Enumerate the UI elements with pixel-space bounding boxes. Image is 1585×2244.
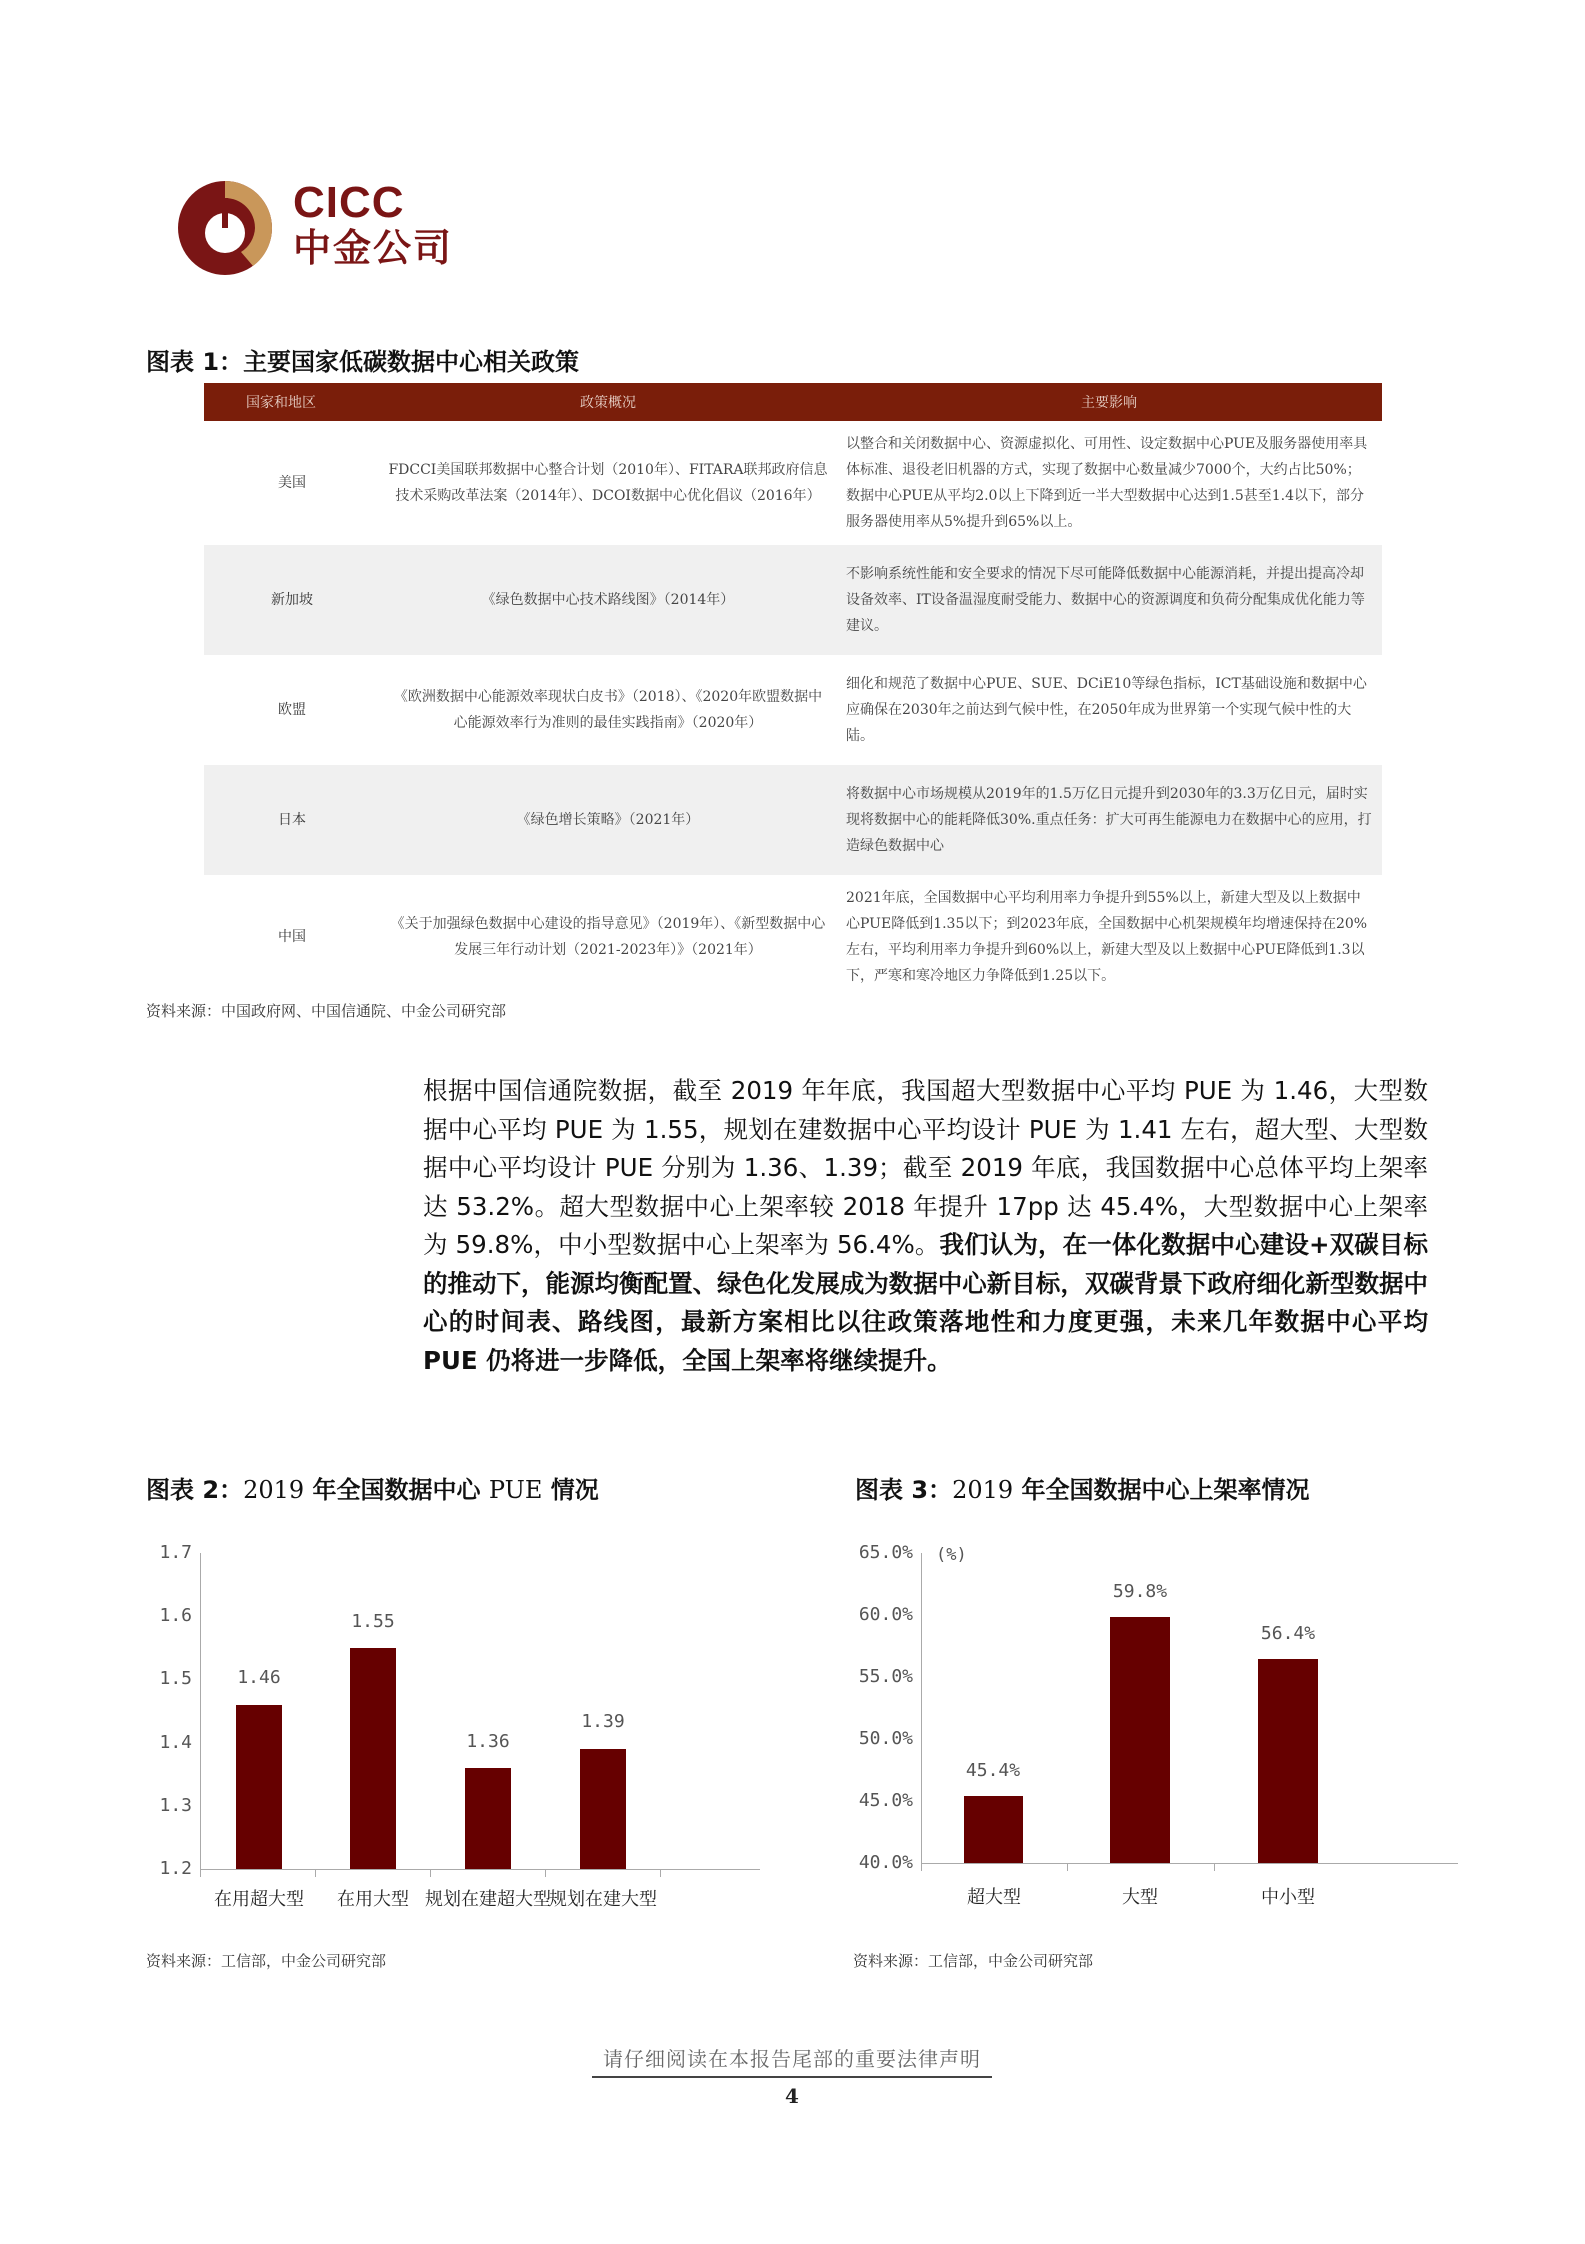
cicc-logo <box>175 178 475 278</box>
figure3-source: 资料来源：工信部，中金公司研究部 <box>853 1952 1094 1970</box>
bar-value-label: 1.46 <box>237 1667 281 1688</box>
bar-large <box>1110 1617 1170 1863</box>
impact-cell: 将数据中心市场规模从2019年的1.5万亿日元提升到2030年的3.3万亿日元，届时实现将数据中心的能耗降低30%.重点任务：扩大可再生能源电力在数据中心的应用，打造绿色数据中心 <box>836 765 1382 875</box>
y-axis <box>921 1553 922 1863</box>
bar-in-use-hyperscale <box>236 1705 282 1869</box>
impact-cell: 不影响系统性能和安全要求的情况下尽可能降低数据中心能源消耗，并提出提高冷却设备效率、IT设备温湿度耐受能力、数据中心的资源调度和负荷分配集成优化能力等建议。 <box>836 545 1382 655</box>
x-tick <box>430 1869 431 1877</box>
x-tick <box>1067 1863 1068 1871</box>
policy-cell: 《关于加强绿色数据中心建设的指导意见》（2019年）、《新型数据中心发展三年行动计划（2021-2023年）》（2021年） <box>390 916 826 958</box>
y-tick-label: 60.0% <box>858 1604 913 1625</box>
x-category-label: 大型 <box>1122 1887 1158 1908</box>
policy-cell: FDCCI美国联邦数据中心整合计划（2010年）、FITARA联邦政府信息技术采购改革法案（2014年）、DCOI数据中心优化倡议（2016年） <box>388 462 828 504</box>
y-tick-label: 45.0% <box>858 1790 913 1811</box>
region-cell: 中国 <box>278 929 306 945</box>
table-header-row <box>204 383 1382 421</box>
bar-value-label: 1.55 <box>351 1611 395 1632</box>
x-category-label: 在用超大型 <box>214 1889 304 1910</box>
figure2-title <box>146 1470 599 1505</box>
y-tick-label: 1.6 <box>159 1605 192 1626</box>
x-category-label: 中小型 <box>1261 1887 1315 1908</box>
table-row <box>204 655 1382 765</box>
logo-text-cn: 中金公司 <box>293 226 454 270</box>
bar-value-label: 56.4% <box>1260 1623 1316 1644</box>
x-axis <box>921 1863 1458 1864</box>
bar-value-label: 45.4% <box>965 1760 1021 1781</box>
cicc-logo-mark-icon <box>175 178 275 278</box>
bar-value-label: 59.8% <box>1112 1581 1168 1602</box>
figure1-title-text: 主要国家低碳数据中心相关政策 <box>243 348 580 376</box>
figure1-title <box>146 342 579 377</box>
y-tick-label: 40.0% <box>858 1852 913 1873</box>
figure2-source: 资料来源：工信部，中金公司研究部 <box>146 1952 387 1970</box>
bar-small-medium <box>1258 1659 1318 1863</box>
paragraph-text: 根据中国信通院数据，截至 2019 年年底，我国超大型数据中心平均 PUE 为 1.46，大型数据中心平均 PUE 为 1.55，规划在建数据中心平均设计 PUE 为 1.41 左右，超大型、大型数据中心平均设计 PUE 分别为 1.36、1.39；截至 2019 年底，我国数据中心总体平均上架率达 53.2%。超大型数据中心上架率较 2018 年提升 17pp 达 45.4%，大型数据中心上架率为 59.8%，中小型数据中心上架率为 56.4%。 <box>423 1076 1428 1259</box>
bar-planned-large <box>580 1749 626 1869</box>
figure1-source: 资料来源：中国政府网、中国信通院、中金公司研究部 <box>146 1002 507 1020</box>
bar-in-use-large <box>350 1648 396 1869</box>
x-category-label: 在用大型 <box>337 1889 409 1910</box>
figure2-label: 图表 2： <box>146 1476 244 1504</box>
x-axis <box>200 1869 760 1870</box>
region-cell: 新加坡 <box>204 545 380 655</box>
logo-text-en: CICC <box>293 178 405 227</box>
x-tick <box>545 1869 546 1877</box>
legal-disclaimer-note: 请仔细阅读在本报告尾部的重要法律声明 <box>592 2043 992 2078</box>
y-tick-label: 1.4 <box>159 1732 192 1753</box>
figure2-title-pue: PUE <box>488 1476 543 1504</box>
impact-cell: 细化和规范了数据中心PUE、SUE、DCiE10等绿色指标，ICT基础设施和数据中心应确保在2030年之前达到气候中性，在2050年成为世界第一个实现气候中性的大陆。 <box>846 676 1367 744</box>
page-number: 4 <box>785 2084 799 2108</box>
column-header-impact: 主要影响 <box>836 383 1382 421</box>
y-tick-label: 50.0% <box>858 1728 913 1749</box>
y-tick-label: 1.2 <box>159 1858 192 1879</box>
x-tick <box>660 1869 661 1877</box>
figure3-year: 2019 <box>952 1476 1014 1504</box>
impact-cell: 2021年底，全国数据中心平均利用率力争提升到55%以上，新建大型及以上数据中心PUE降低到1.35以下；到2023年底，全国数据中心机架规模年均增速保持在20%左右，平均利用率力争提升到60%以上，新建大型及以上数据中心PUE降低到1.3以下，严寒和寒冷地区力争降低到1.25以下。 <box>846 890 1368 984</box>
table-row <box>204 875 1382 999</box>
table-row <box>204 421 1382 545</box>
x-category-label: 规划在建超大型 <box>425 1889 551 1910</box>
figure1-label: 图表 1： <box>146 348 244 376</box>
table-row <box>204 545 1382 655</box>
figure2-title-text: 年全国数据中心 <box>312 1476 481 1504</box>
region-cell: 美国 <box>278 475 306 491</box>
column-header-policy: 政策概况 <box>380 383 836 421</box>
figure2-year: 2019 <box>243 1476 305 1504</box>
figure3-title <box>855 1470 1310 1505</box>
figure3-title-text: 年全国数据中心上架率情况 <box>1021 1476 1310 1504</box>
bar-value-label: 1.36 <box>466 1731 510 1752</box>
policy-cell: 《欧洲数据中心能源效率现状白皮书》（2018）、《2020年欧盟数据中心能源效率行为准则的最佳实践指南》（2020年） <box>393 689 823 731</box>
bar-hyperscale <box>964 1796 1023 1863</box>
policy-cell: 《绿色数据中心技术路线图》（2014年） <box>380 545 836 655</box>
y-tick-label: 1.3 <box>159 1795 192 1816</box>
y-axis <box>200 1553 201 1869</box>
column-header-region: 国家和地区 <box>204 383 380 421</box>
region-cell: 欧盟 <box>278 702 306 718</box>
y-axis-unit: (%) <box>936 1545 967 1565</box>
x-category-label: 超大型 <box>967 1887 1021 1908</box>
policy-cell: 《绿色增长策略》（2021年） <box>380 765 836 875</box>
y-tick-label: 1.5 <box>159 1668 192 1689</box>
impact-cell: 以整合和关闭数据中心、资源虚拟化、可用性、设定数据中心PUE及服务器使用率具体标准、退役老旧机器的方式，实现了数据中心数量减少7000个，大约占比50%；数据中心PUE从平均2.0以上下降到近一半大型数据中心达到1.5甚至1.4以下，部分服务器使用率从5%提升到65%以上。 <box>846 436 1368 530</box>
x-tick <box>200 1869 201 1877</box>
y-tick-label: 1.7 <box>159 1542 192 1563</box>
x-tick <box>921 1863 922 1871</box>
y-tick-label: 65.0% <box>858 1542 913 1563</box>
policy-table <box>204 383 1382 999</box>
table-row <box>204 765 1382 875</box>
x-category-label: 规划在建大型 <box>549 1889 657 1910</box>
bar-planned-hyperscale <box>465 1768 511 1869</box>
y-tick-label: 55.0% <box>858 1666 913 1687</box>
body-paragraph <box>423 1072 1428 1380</box>
region-cell: 日本 <box>204 765 380 875</box>
figure3-label: 图表 3： <box>855 1476 953 1504</box>
x-tick <box>315 1869 316 1877</box>
paragraph-conclusion: 我们认为，在一体化数据中心建设+双碳目标的推动下，能源均衡配置、绿色化发展成为数据中心新目标，双碳背景下政府细化新型数据中心的时间表、路线图，最新方案相比以往政策落地性和力度更强，未来几年数据中心平均 PUE 仍将进一步降低，全国上架率将继续提升。 <box>423 1230 1428 1375</box>
bar-value-label: 1.39 <box>581 1711 625 1732</box>
x-tick <box>1214 1863 1215 1871</box>
figure2-title-end: 情况 <box>550 1476 599 1504</box>
